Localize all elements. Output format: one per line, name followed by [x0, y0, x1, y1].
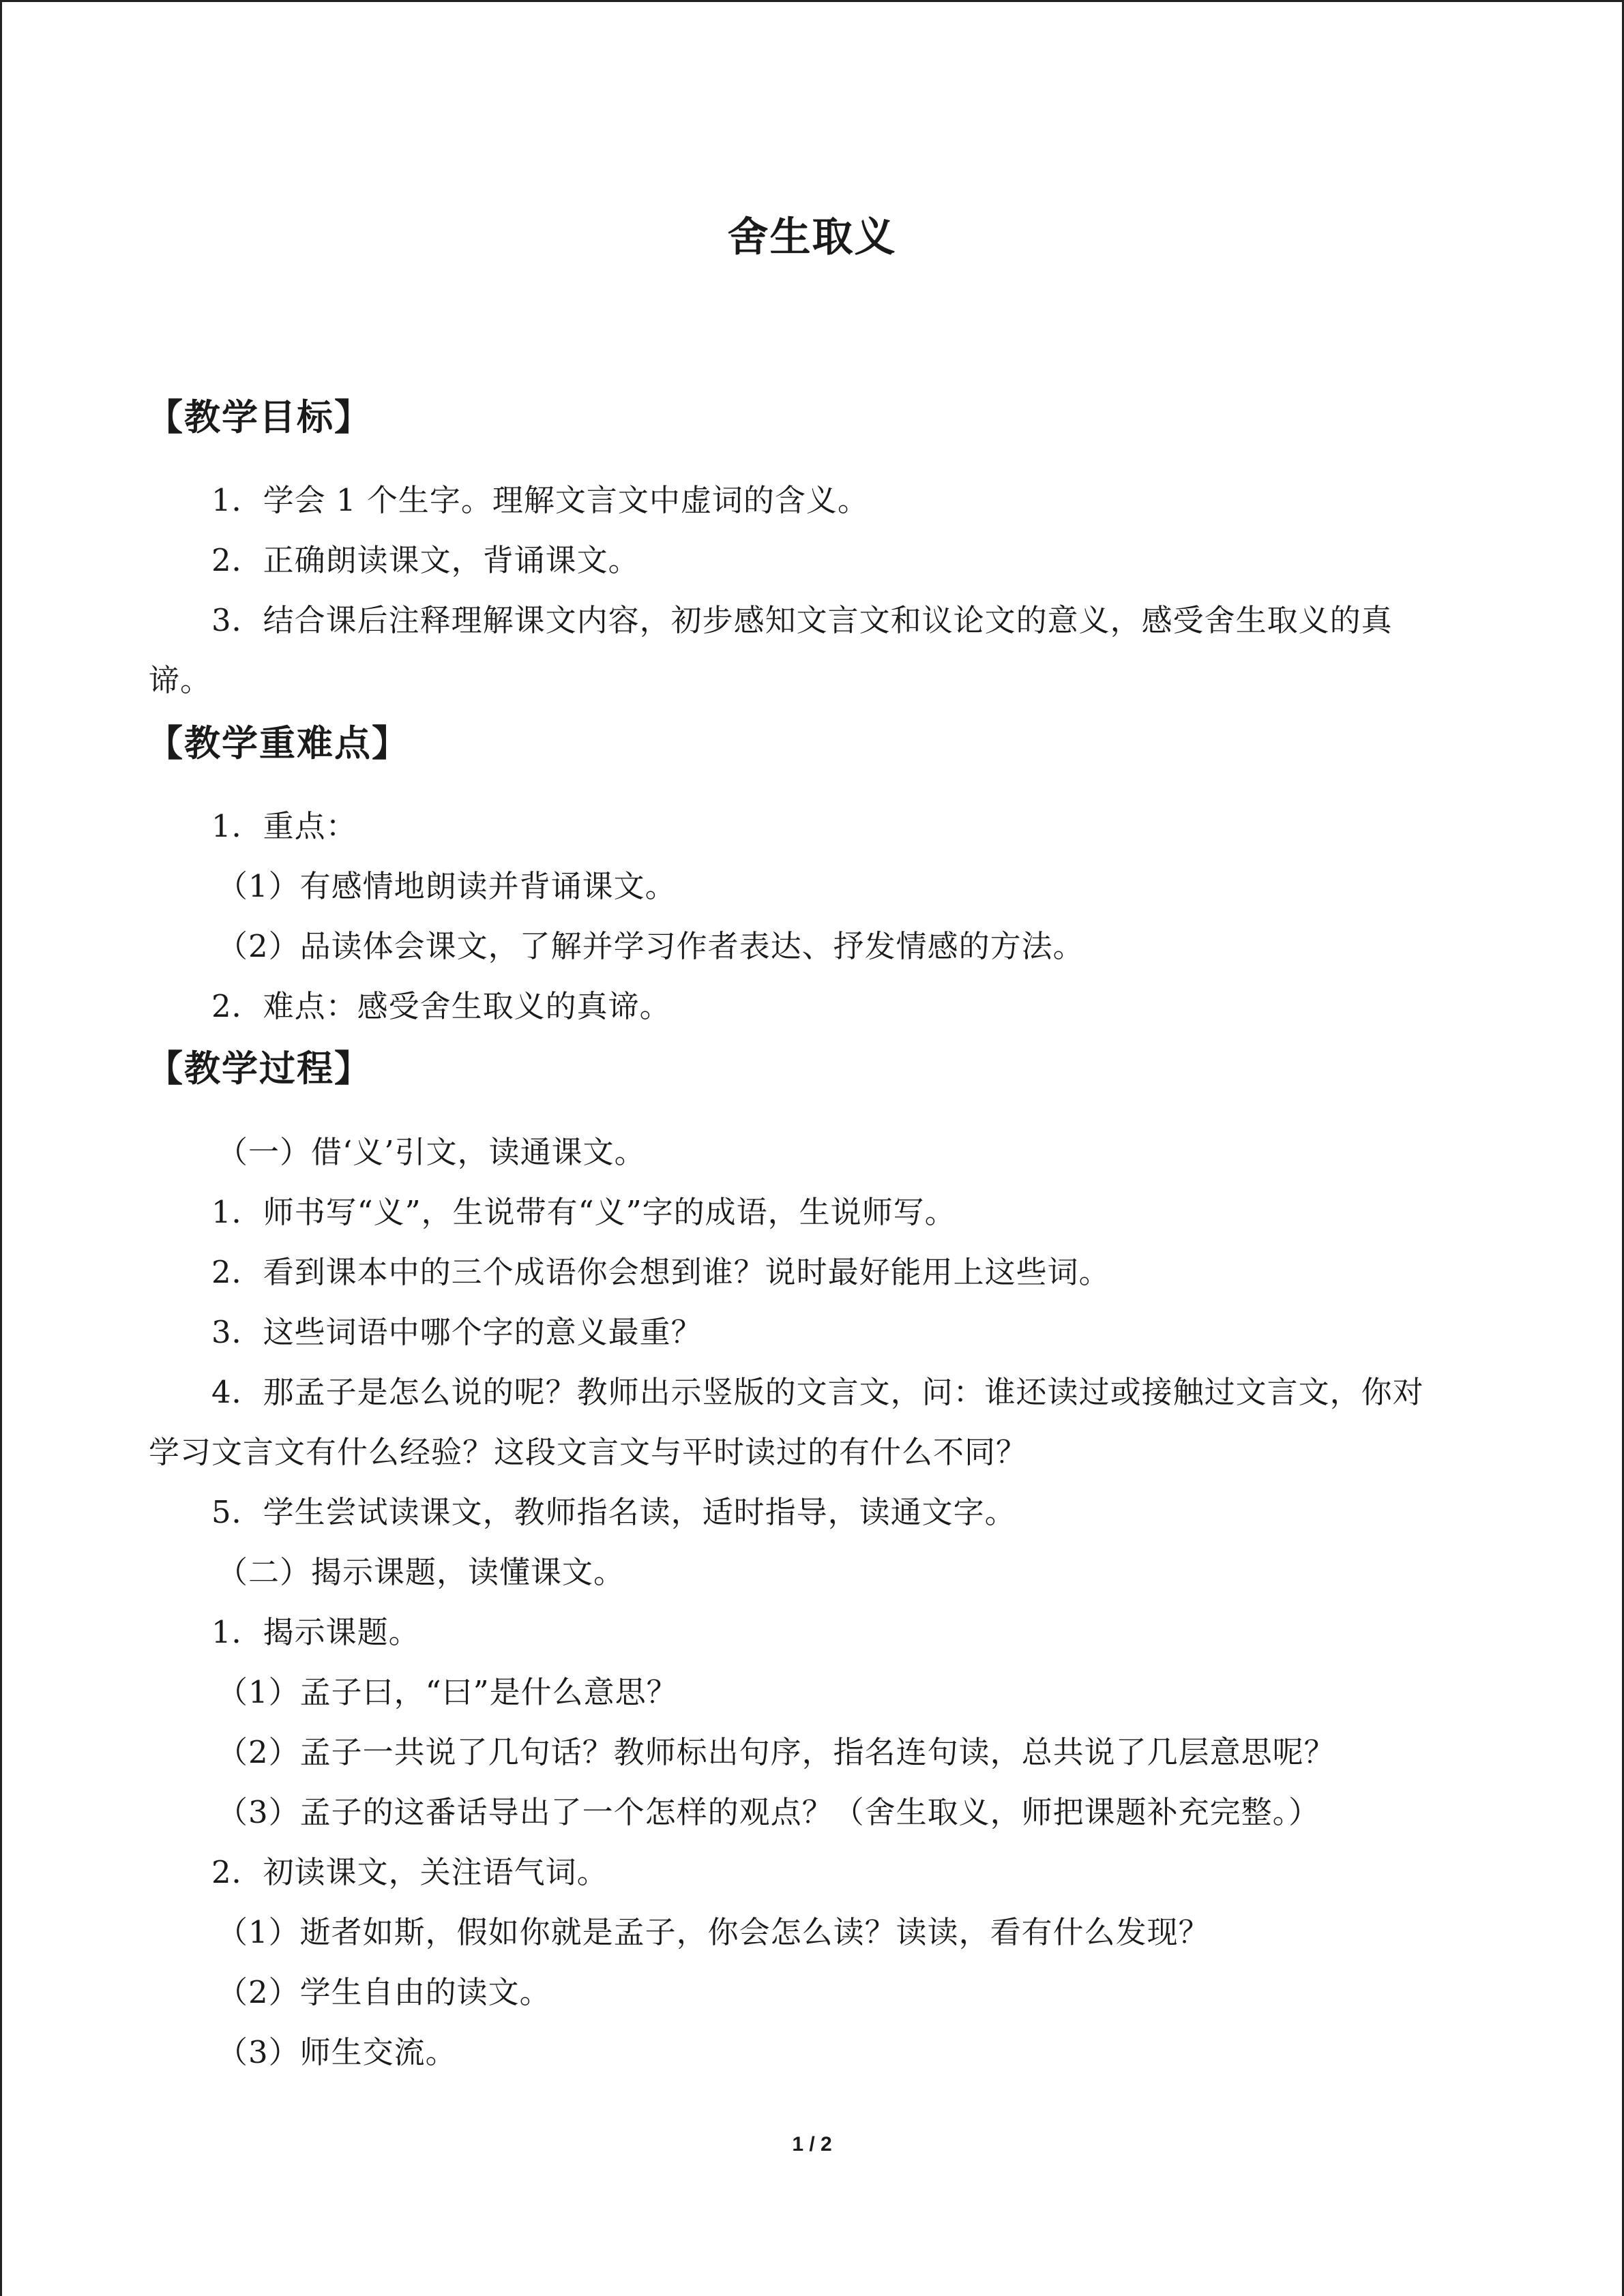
process-item: 2．初读课文，关注语气词。	[211, 1854, 608, 1890]
process-item: 1．师书写“义”，生说带有“义”字的成语，生说师写。	[211, 1194, 956, 1230]
page-title: 舍生取义	[727, 213, 897, 261]
process-item: （1）逝者如斯，假如你就是孟子，你会怎么读？读读，看有什么发现？	[217, 1914, 1210, 1950]
section-heading-goals: 【教学目标】	[147, 396, 372, 438]
keypoint-item: 1．重点：	[211, 808, 357, 844]
process-item: 3．这些词语中哪个字的意义最重？	[211, 1314, 703, 1350]
goal-item-3: 3．结合课后注释理解课文内容，初步感知文言文和议论文的意义，感受舍生取义的真	[211, 602, 1393, 638]
process-item: 4．那孟子是怎么说的呢？教师出示竖版的文言文，问：谁还读过或接触过文言文，你对	[211, 1374, 1424, 1410]
process-item: （2）学生自由的读文。	[217, 1974, 551, 2010]
goal-item-3-continued: 谛。	[149, 662, 212, 698]
section-heading-process: 【教学过程】	[147, 1047, 372, 1090]
process-item: （2）孟子一共说了几句话？教师标出句序，指名连句读，总共说了几层意思呢？	[217, 1734, 1335, 1770]
goal-item-1: 1．学会 1 个生字。理解文言文中虚词的含义。	[211, 482, 869, 518]
process-item: 2．看到课本中的三个成语你会想到谁？说时最好能用上这些词。	[211, 1254, 1110, 1290]
process-item: （二）揭示课题，读懂课文。	[217, 1554, 625, 1590]
keypoint-item: （1）有感情地朗读并背诵课文。	[217, 868, 677, 904]
goal-item-2: 2．正确朗读课文，背诵课文。	[211, 542, 640, 578]
process-item: （3）孟子的这番话导出了一个怎样的观点？（舍生取义，师把课题补充完整。）	[217, 1794, 1320, 1830]
keypoint-item: （2）品读体会课文，了解并学习作者表达、抒发情感的方法。	[217, 928, 1084, 964]
process-item: （一）借‘义’引文，读通课文。	[217, 1134, 646, 1170]
page-number: 1 / 2	[792, 2133, 832, 2156]
keypoint-item: 2．难点：感受舍生取义的真谛。	[211, 988, 671, 1024]
process-item: （1）孟子曰，“曰”是什么意思？	[217, 1674, 678, 1710]
process-item: （3）师生交流。	[217, 2034, 457, 2070]
section-heading-keypoints: 【教学重难点】	[147, 722, 409, 764]
process-item: 1．揭示课题。	[211, 1614, 420, 1650]
process-item: 5．学生尝试读课文，教师指名读，适时指导，读通文字。	[211, 1494, 1016, 1530]
process-item-continued: 学习文言文有什么经验？这段文言文与平时读过的有什么不同？	[149, 1434, 1028, 1470]
